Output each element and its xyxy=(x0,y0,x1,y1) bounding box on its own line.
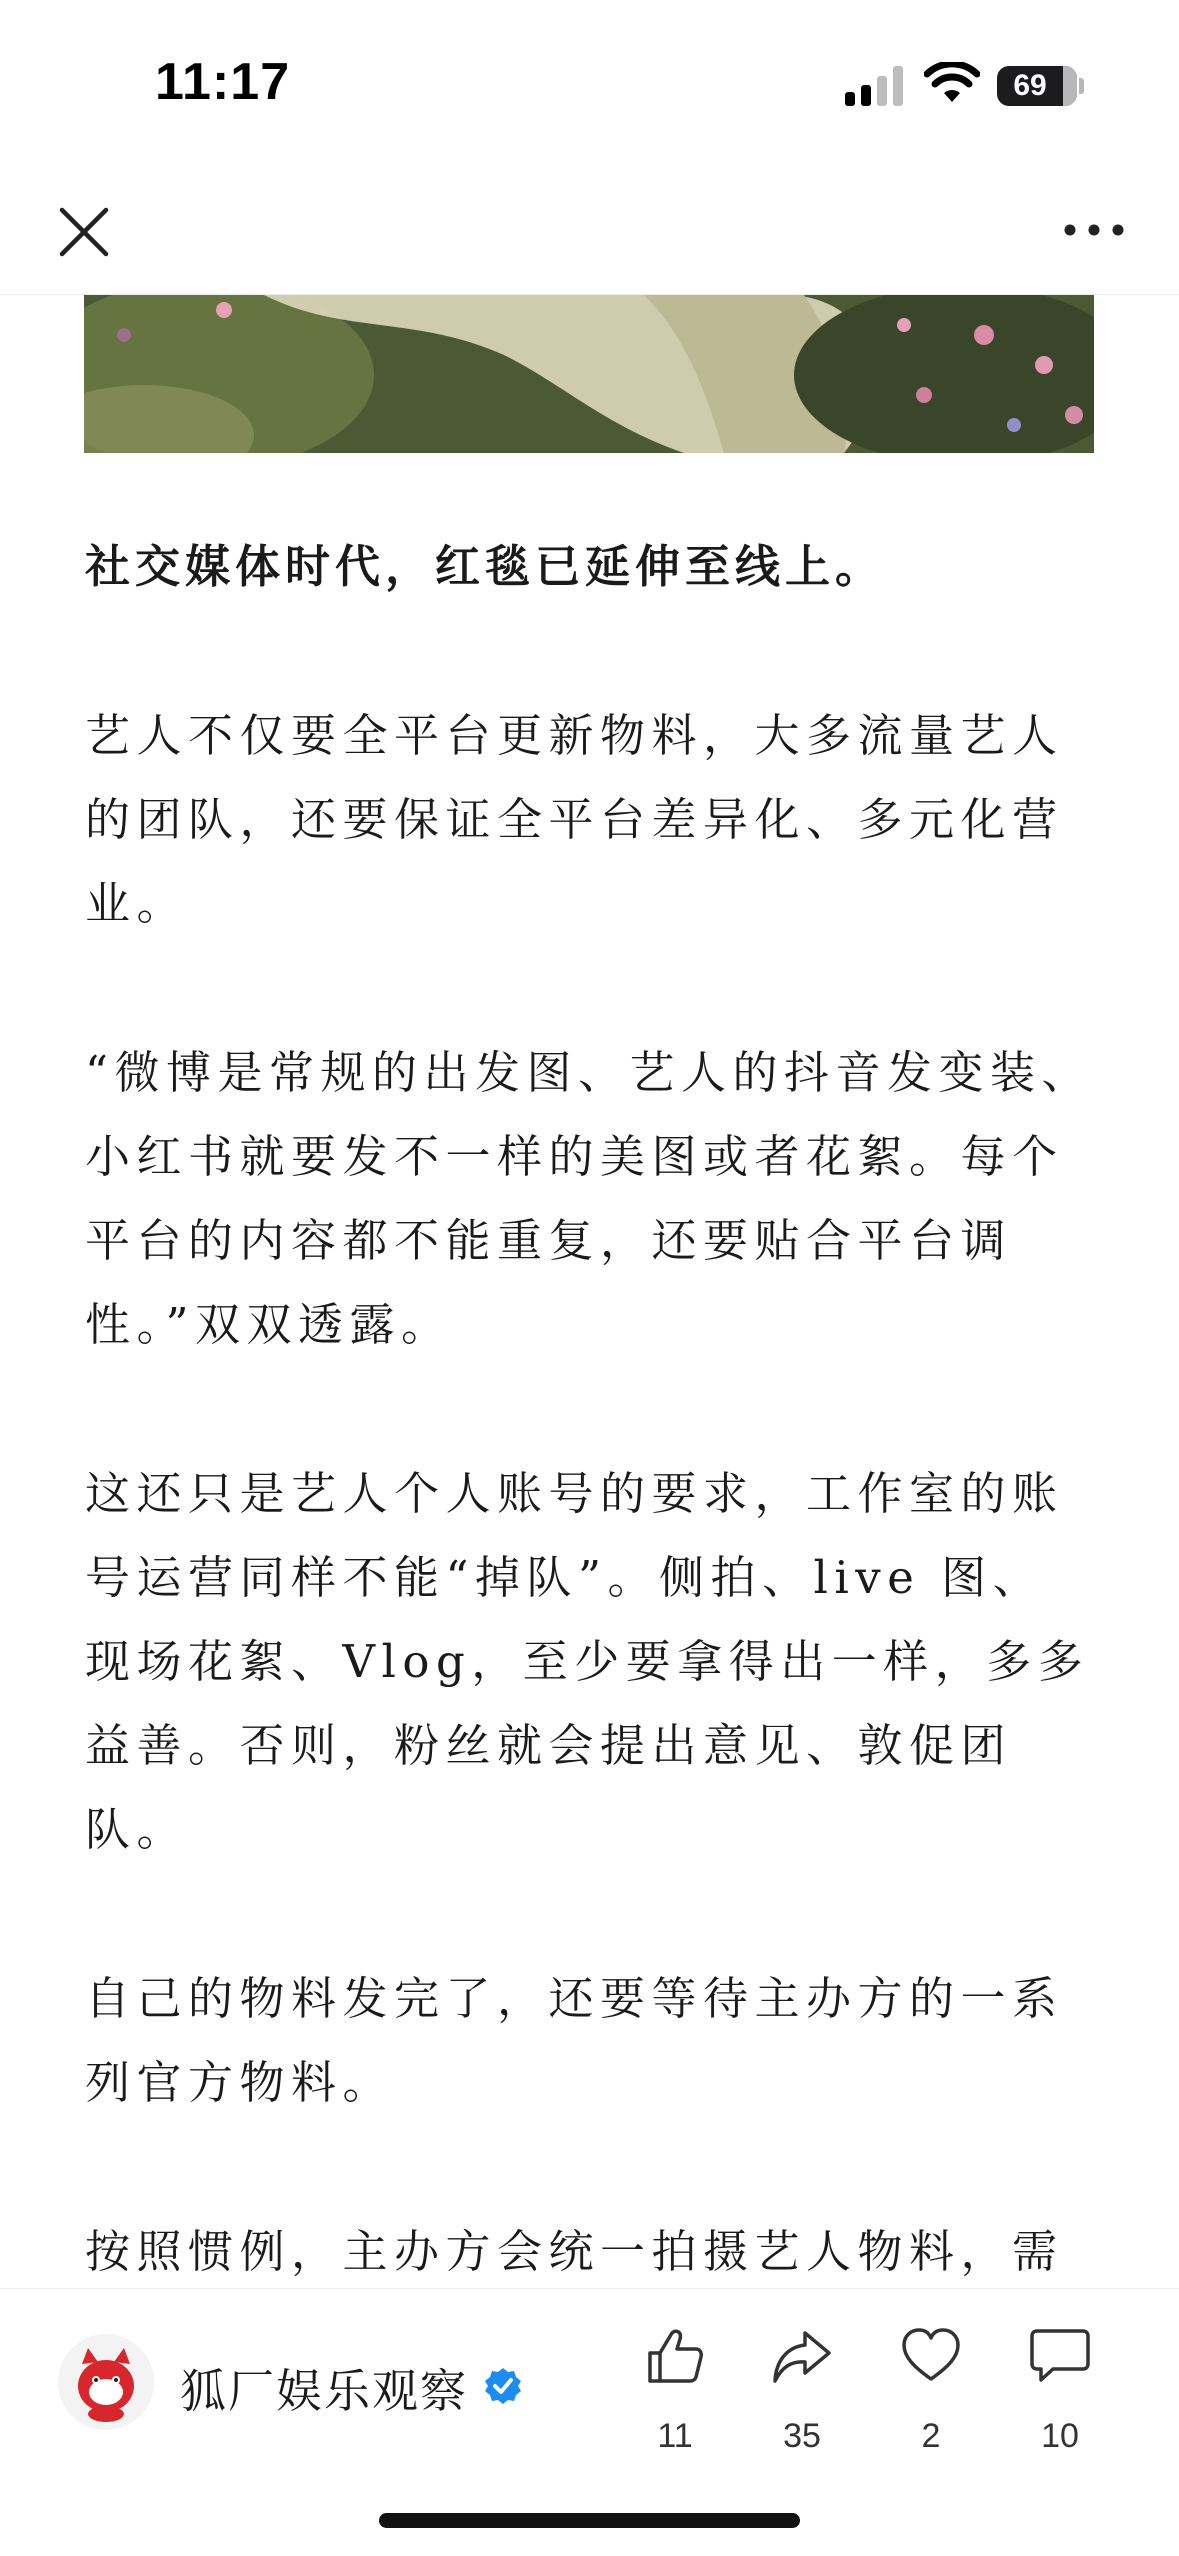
wifi-icon xyxy=(924,62,980,106)
close-icon[interactable] xyxy=(48,196,120,268)
article-paragraph: 这还只是艺人个人账号的要求，工作室的账号运营同样不能“掉队”。侧拍、live 图、现场花絮、Vlog，至少要拿得出一样，多多益善。否则，粉丝就会提出意见、敦促团队。 xyxy=(85,1467,1090,1856)
comment-bubble-icon xyxy=(1029,2325,1091,2387)
article-paragraph: 社交媒体时代，红毯已延伸至线上。 xyxy=(85,540,886,593)
author-avatar[interactable] xyxy=(58,2334,154,2430)
battery-cap xyxy=(1079,78,1084,94)
heart-icon xyxy=(900,2325,962,2387)
home-indicator xyxy=(379,2513,800,2528)
article-paragraph: “微博是常规的出发图、艺人的抖音发变装、小红书就要发不一样的美图或者花絮。每个平台的内容都不能重复，还要贴合平台调性。”双双透露。 xyxy=(85,1046,1094,1351)
favorite-button[interactable] xyxy=(876,2315,986,2475)
article-body xyxy=(85,525,1095,2463)
like-button[interactable] xyxy=(620,2315,730,2475)
status-bar xyxy=(0,0,1179,150)
battery-empty-level xyxy=(1063,66,1077,106)
article-paragraph: 按照惯例，主办方会统一拍摄艺人物料，需 xyxy=(85,2225,1064,2278)
nav-bar xyxy=(0,150,1179,295)
article-image[interactable] xyxy=(84,295,1094,453)
fox-mascot-icon xyxy=(58,2334,154,2430)
like-count: 11 xyxy=(657,2417,693,2455)
article-paragraph: 艺人不仅要全平台更新物料，大多流量艺人的团队，还要保证全平台差异化、多元化营业。 xyxy=(85,709,1064,930)
battery-level: 69 xyxy=(1013,69,1047,102)
battery-icon xyxy=(997,66,1077,106)
share-count: 35 xyxy=(783,2417,821,2455)
share-button[interactable] xyxy=(747,2315,857,2475)
more-horizontal-icon[interactable] xyxy=(1054,200,1134,260)
favorite-count: 2 xyxy=(921,2417,941,2455)
cellular-signal-icon xyxy=(845,64,907,110)
author-name[interactable]: 狐厂娱乐观察 xyxy=(180,2364,468,2418)
photo-content xyxy=(84,295,1094,453)
comment-button[interactable] xyxy=(1005,2315,1115,2475)
share-arrow-icon xyxy=(771,2325,833,2387)
comment-count: 10 xyxy=(1041,2417,1079,2455)
thumbs-up-icon xyxy=(644,2325,706,2387)
status-time: 11:17 xyxy=(155,53,291,111)
article-paragraph: 自己的物料发完了，还要等待主办方的一系列官方物料。 xyxy=(85,1972,1064,2109)
verified-badge-icon xyxy=(483,2366,523,2406)
